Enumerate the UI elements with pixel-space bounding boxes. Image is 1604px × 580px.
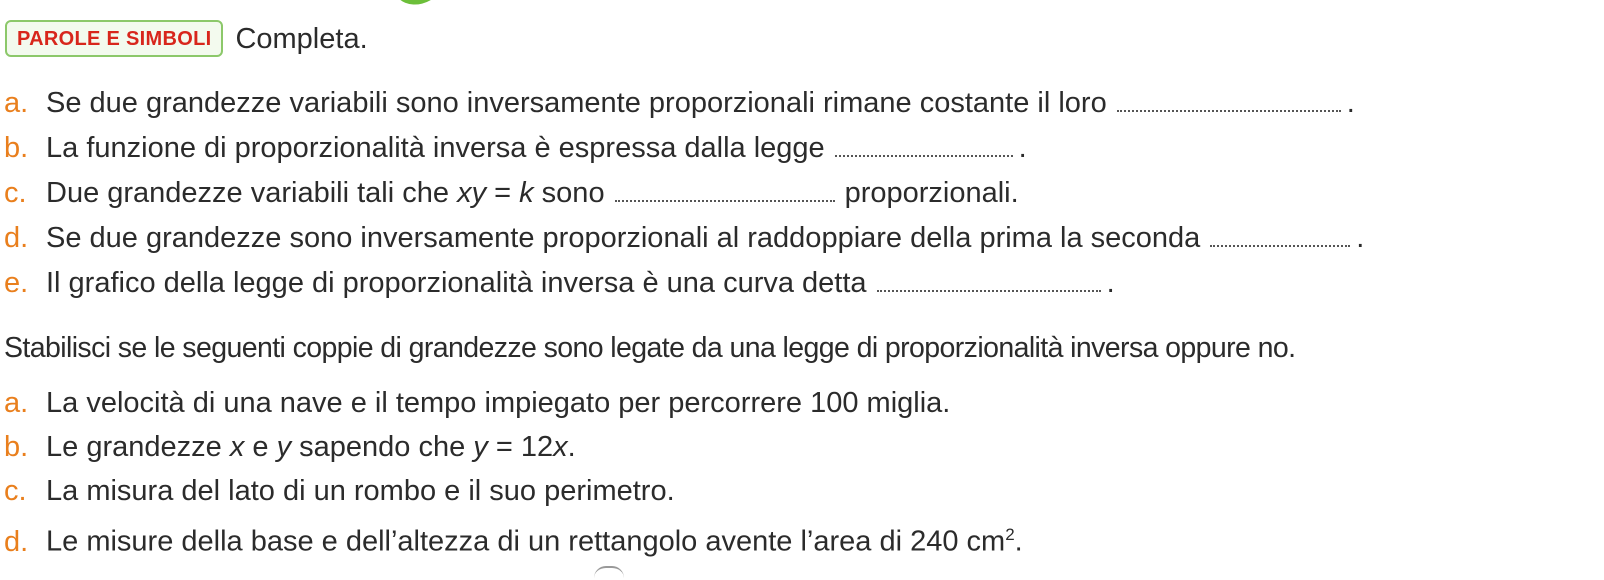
list-item	[4, 425, 1023, 469]
item-text: Le misure della base e dell’altezza di un rettangolo avente l’area di 240 cm	[46, 525, 1006, 558]
fill-in-list	[4, 81, 1364, 306]
item-text: La misura del lato di un rombo e il suo perimetro.	[46, 475, 675, 507]
item-letter: a.	[4, 387, 29, 419]
list-item	[4, 216, 1364, 261]
math-var: x	[553, 431, 568, 463]
page-number-fragment	[594, 566, 624, 580]
item-text: sono	[533, 177, 605, 209]
answer-blank[interactable]	[835, 155, 1013, 157]
list-item	[4, 81, 1364, 126]
item-text: sapendo che	[291, 431, 474, 463]
instruction-text: Completa.	[235, 22, 368, 55]
item-letter: a.	[4, 87, 29, 119]
math-var: y	[276, 431, 292, 463]
list-item	[4, 126, 1364, 171]
list-item	[4, 469, 1023, 513]
math-op: =	[486, 177, 520, 209]
math-var: x	[229, 431, 245, 463]
section-heading: Stabilisci se le seguenti coppie di grandezze sono legate da una legge di proporzionalità inversa oppure no.	[4, 332, 1296, 364]
item-text: Due grandezze variabili tali che	[46, 177, 458, 209]
item-text: = 12	[487, 431, 554, 463]
item-text: La velocità di una nave e il tempo impiegato per percorrere 100 miglia.	[46, 387, 951, 419]
exercise-header	[5, 20, 368, 57]
item-text: e	[244, 431, 277, 463]
math-var: xy	[457, 177, 487, 209]
answer-blank[interactable]	[1117, 110, 1341, 112]
section-badge: PAROLE E SIMBOLI	[5, 20, 223, 57]
item-letter: c.	[4, 475, 27, 507]
item-text: Il grafico della legge di proporzionalità inversa è una curva detta	[46, 267, 867, 299]
list-item	[4, 513, 1023, 557]
superscript: 2	[1005, 525, 1015, 544]
item-punct: .	[1014, 525, 1023, 558]
item-punct: .	[1346, 87, 1355, 119]
item-text: La funzione di proporzionalità inversa è espressa dalla legge	[46, 132, 825, 164]
list-item	[4, 171, 1364, 216]
answer-blank[interactable]	[1210, 245, 1350, 247]
item-letter: d.	[4, 222, 29, 254]
item-punct: .	[567, 431, 576, 463]
list-item	[4, 261, 1364, 306]
answer-blank[interactable]	[615, 200, 835, 202]
item-letter: e.	[4, 267, 29, 299]
item-letter: d.	[4, 525, 29, 558]
decorative-leaf	[394, 0, 445, 9]
list-item	[4, 381, 1023, 425]
math-var: y	[473, 431, 488, 463]
item-letter: b.	[4, 132, 29, 164]
item-punct: .	[1018, 132, 1027, 164]
item-letter: c.	[4, 177, 27, 209]
item-text: Le grandezze	[46, 431, 230, 463]
item-text: Se due grandezze sono inversamente proporzionali al raddoppiare della prima la seconda	[46, 222, 1201, 254]
item-punct: .	[1106, 267, 1115, 299]
item-letter: b.	[4, 431, 29, 463]
question-list	[4, 381, 1023, 557]
item-text-end: proporzionali.	[844, 177, 1019, 209]
item-punct: .	[1356, 222, 1365, 254]
answer-blank[interactable]	[877, 290, 1101, 292]
item-text: Se due grandezze variabili sono inversamente proporzionali rimane costante il loro	[46, 87, 1107, 119]
math-var: k	[519, 177, 534, 209]
